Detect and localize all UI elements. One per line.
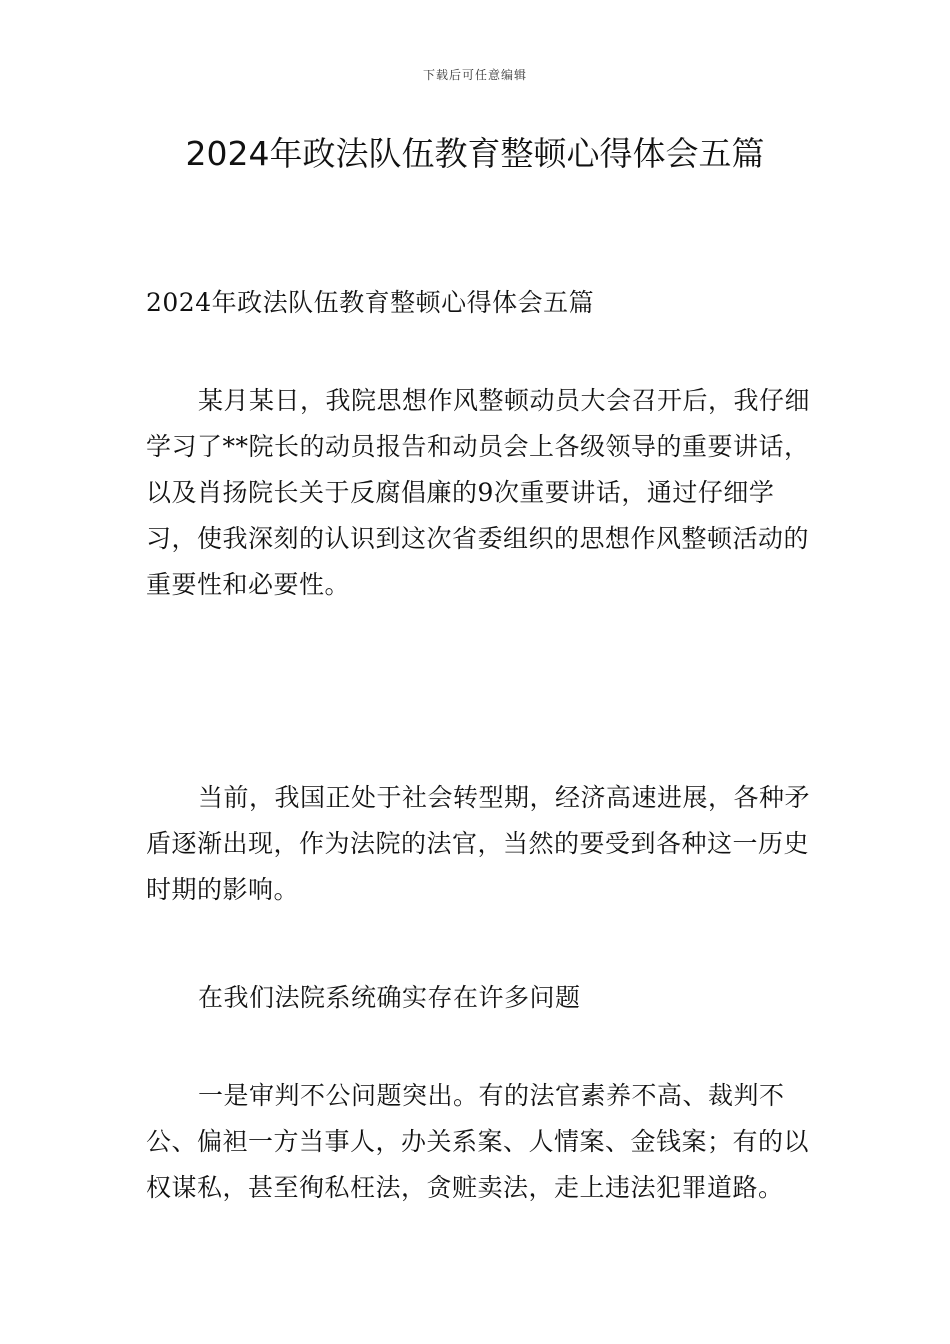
header-note: 下载后可任意编辑 — [422, 68, 527, 82]
document-subtitle: 2024年政法队伍教育整顿心得体会五篇 — [146, 288, 595, 317]
paragraph-1: 某月某日，我院思想作风整顿动员大会召开后，我仔细学习了**院长的动员报告和动员会上各级领导的重要讲话，以及肖扬院长关于反腐倡廉的9次重要讲话，通过仔细学习，使我深刻的认识到这次省委组织的思想作风整顿活动的重要性和必要性。 — [146, 386, 811, 599]
paragraph-2: 当前，我国正处于社会转型期，经济高速进展，各种矛盾逐渐出现，作为法院的法官，当然的要受到各种这一历史时期的影响。 — [146, 783, 811, 904]
paragraph-4: 一是审判不公问题突出。有的法官素养不高、裁判不公、偏袒一方当事人，办关系案、人情案、金钱案；有的以权谋私，甚至徇私枉法，贪赃卖法，走上违法犯罪道路。 — [146, 1081, 810, 1202]
document-title: 2024年政法队伍教育整顿心得体会五篇 — [185, 134, 765, 173]
paragraph-3: 在我们法院系统确实存在许多问题 — [198, 983, 581, 1012]
